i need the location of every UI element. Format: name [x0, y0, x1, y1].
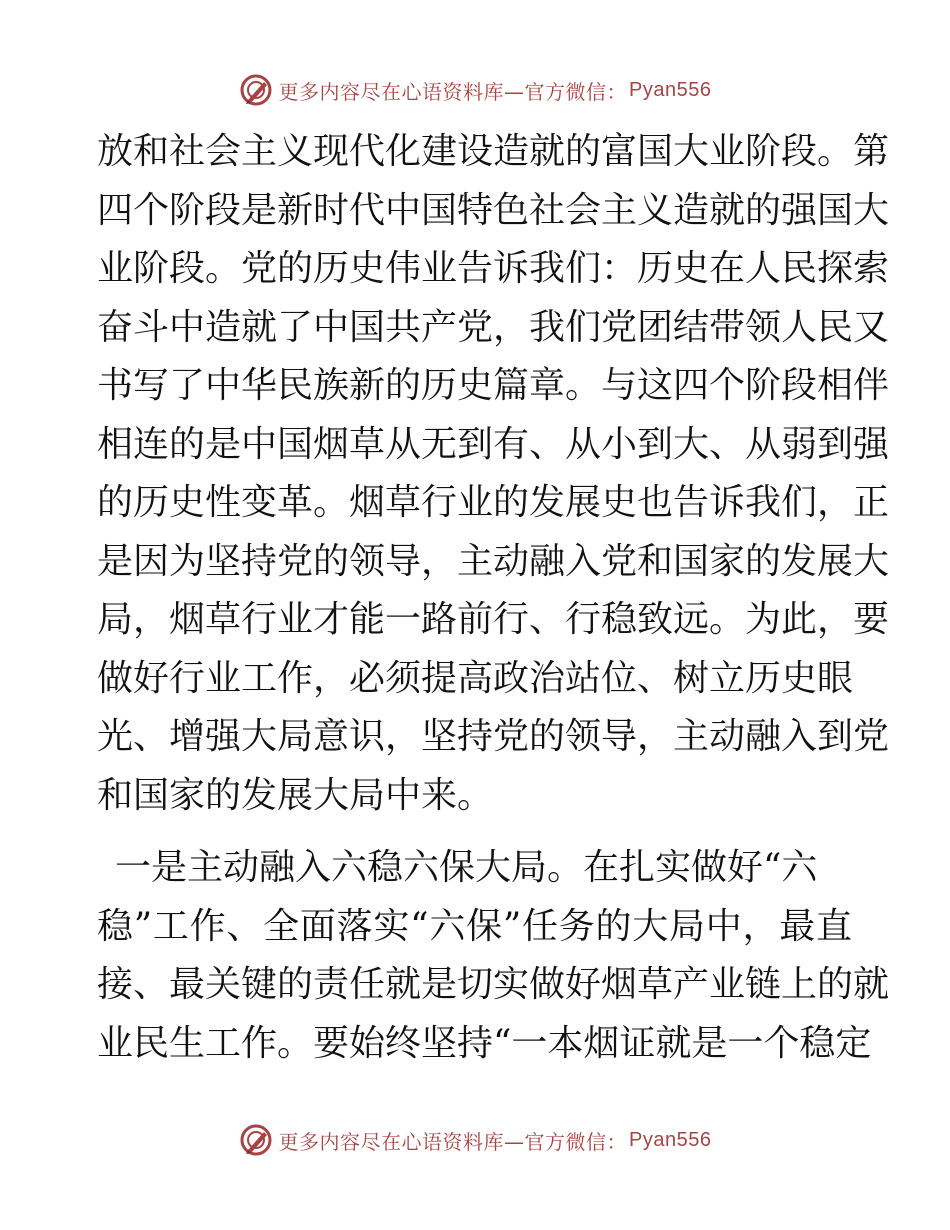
watermark-text: 更多内容尽在心语资料库—官方微信：: [278, 79, 628, 104]
pen-logo-icon: [239, 1123, 273, 1157]
header-watermark: [0, 70, 950, 110]
text-line: 局，烟草行业才能一路前行、行稳致远。为此，要: [97, 599, 890, 640]
footer-watermark: [0, 1120, 950, 1160]
text-line: 光、增强大局意识，坚持党的领导，主动融入到党: [97, 716, 890, 757]
text-line: 和国家的发展大局中来。: [97, 774, 494, 816]
text-line: 放和社会主义现代化建设造就的富国大业阶段。第: [97, 131, 890, 172]
paragraph-gap: [97, 825, 852, 839]
text-line: 奋斗中造就了中国共产党，我们党团结带领人民又: [97, 306, 890, 348]
text-line: 的历史性变革。烟草行业的发展史也告诉我们，正: [97, 482, 890, 523]
paragraph-2: [97, 839, 890, 1073]
text-line: 是因为坚持党的领导，主动融入党和国家的发展大: [97, 540, 890, 582]
pen-logo-icon: [239, 73, 273, 107]
paragraph-1: [97, 123, 890, 825]
watermark-account: Pyan556: [629, 78, 712, 101]
document-body: [97, 123, 890, 1073]
text-line: 做好行业工作，必须提高政治站位、树立历史眼: [97, 657, 854, 699]
text-line: 业阶段。党的历史伟业告诉我们：历史在人民探索: [97, 248, 890, 289]
text-line: 四个阶段是新时代中国特色社会主义造就的强国大: [97, 189, 890, 231]
watermark-text: 更多内容尽在心语资料库—官方微信：: [278, 1129, 628, 1154]
text-line: 稳”工作、全面落实“六保”任务的大局中，最直: [97, 905, 852, 947]
text-line: 接、最关键的责任就是切实做好烟草产业链上的就: [97, 964, 890, 1005]
text-line: 业民生工作。要始终坚持“一本烟证就是一个稳定: [97, 1022, 872, 1064]
text-line: 书写了中华民族新的历史篇章。与这四个阶段相伴: [97, 365, 890, 406]
text-line: 一是主动融入六稳六保大局。在扎实做好“六: [115, 847, 818, 888]
watermark-account: Pyan556: [629, 1128, 712, 1151]
text-line: 相连的是中国烟草从无到有、从小到大、从弱到强: [97, 423, 890, 465]
